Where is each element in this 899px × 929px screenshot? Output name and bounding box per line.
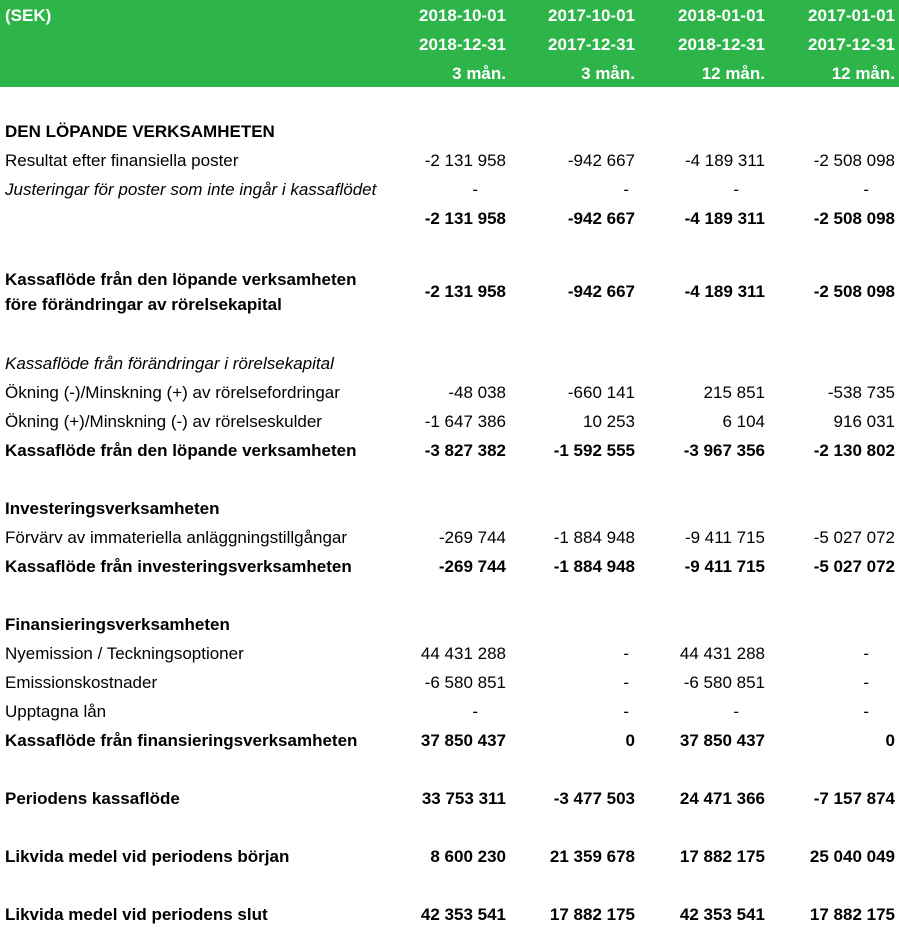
table-row-cash-begin: [0, 842, 899, 871]
col1-to-date: 2018-12-31: [419, 35, 506, 54]
table-row-cf-operating: [0, 436, 899, 465]
col1-from-date: 2018-10-01: [419, 6, 506, 25]
col3-period: 12 mån.: [701, 64, 765, 83]
col2-period: 3 mån.: [581, 64, 635, 83]
cell-col3: -4 189 311: [684, 209, 765, 228]
col1-period: 3 mån.: [452, 64, 506, 83]
table-row-cash-end: [0, 900, 899, 929]
cell-col2: -660 141: [567, 383, 635, 402]
row-label: Likvida medel vid periodens slut: [5, 905, 268, 924]
cell-col2: -942 667: [567, 282, 635, 301]
cell-col1: -269 744: [438, 528, 506, 547]
col2-from-date: 2017-10-01: [548, 6, 635, 25]
cell-col2: -1 592 555: [553, 441, 635, 460]
cell-col2: 10 253: [583, 412, 635, 431]
row-label: Kassaflöde från förändringar i rörelsekapital: [5, 354, 334, 373]
row-label: Resultat efter finansiella poster: [5, 151, 239, 170]
cell-col1: -2 131 958: [424, 209, 506, 228]
col4-from-date: 2017-01-01: [808, 6, 895, 25]
cell-col1: -1 647 386: [424, 412, 506, 431]
cell-col1: -: [472, 180, 478, 199]
cell-col4: -: [863, 702, 869, 721]
col4-period: 12 mån.: [831, 64, 895, 83]
cell-col3: 24 471 366: [679, 789, 765, 808]
row-label: Kassaflöde från finansieringsverksamheten: [5, 731, 358, 750]
currency-label: (SEK): [5, 6, 52, 25]
table-row-result-after-financial: [0, 146, 899, 175]
cell-col4: 17 882 175: [809, 905, 895, 924]
cell-col1: 8 600 230: [430, 847, 506, 866]
cell-col1: 33 753 311: [421, 789, 506, 808]
cell-col4: -: [863, 180, 869, 199]
table-row-loans: [0, 697, 899, 726]
section-heading-investing: [0, 494, 899, 523]
cell-col1: -48 038: [448, 383, 506, 402]
row-label: Kassaflöde från investeringsverksamheten: [5, 557, 352, 576]
table-row-liabilities: [0, 407, 899, 436]
cell-col1: -2 131 958: [424, 282, 506, 301]
cell-col3: -: [733, 702, 739, 721]
table-row-issue-costs: [0, 668, 899, 697]
cell-col4: -2 130 802: [813, 441, 895, 460]
section-heading-operating: [0, 117, 899, 146]
cell-col4: -5 027 072: [813, 557, 895, 576]
cell-col1: -3 827 382: [424, 441, 506, 460]
cell-col3: -9 411 715: [684, 557, 765, 576]
table-row-operating-subtotal: [0, 204, 899, 233]
table-row-intangibles: [0, 523, 899, 552]
row-label: Ökning (+)/Minskning (-) av rörelseskulder: [5, 412, 322, 431]
cell-col4: -: [863, 644, 869, 663]
cell-col2: -942 667: [567, 209, 635, 228]
table-row-receivables: [0, 378, 899, 407]
table-row-cf-investing: [0, 552, 899, 581]
cell-col2: -1 884 948: [553, 557, 635, 576]
cell-col2: 17 882 175: [549, 905, 635, 924]
cell-col1: -269 744: [438, 557, 506, 576]
cell-col4: -538 735: [827, 383, 895, 402]
row-label: Kassaflöde från den löpande verksamheten: [5, 441, 357, 460]
cell-col1: 44 431 288: [420, 644, 506, 663]
cell-col4: -2 508 098: [813, 282, 895, 301]
cell-col2: 0: [625, 731, 635, 750]
cell-col1: 42 353 541: [420, 905, 506, 924]
row-label: Kassaflöde från den löpande verksamheten före förändringar av rörelsekapital: [5, 270, 357, 314]
col3-from-date: 2018-01-01: [678, 6, 765, 25]
cell-col3: 37 850 437: [679, 731, 765, 750]
cell-col4: 0: [885, 731, 895, 750]
cell-col2: 21 359 678: [549, 847, 635, 866]
col4-to-date: 2017-12-31: [808, 35, 895, 54]
cell-col2: -: [623, 644, 629, 663]
col3-to-date: 2018-12-31: [678, 35, 765, 54]
cell-col4: 916 031: [833, 412, 895, 431]
row-label: Nyemission / Teckningsoptioner: [5, 644, 244, 663]
cell-col3: -3 967 356: [683, 441, 765, 460]
cell-col3: 44 431 288: [679, 644, 765, 663]
row-label: Justeringar för poster som inte ingår i kassaflödet: [5, 180, 377, 199]
cell-col3: -6 580 851: [683, 673, 765, 692]
cell-col1: 37 850 437: [420, 731, 506, 750]
cell-col1: -: [472, 702, 478, 721]
cell-col4: -2 508 098: [813, 209, 895, 228]
row-label: Ökning (-)/Minskning (+) av rörelsefordringar: [5, 383, 340, 402]
cell-col3: 6 104: [722, 412, 765, 431]
row-label: DEN LÖPANDE VERKSAMHETEN: [5, 122, 275, 141]
table-row-cf-before-working-capital: [0, 266, 899, 318]
section-heading-financing: [0, 610, 899, 639]
cell-col4: -: [863, 673, 869, 692]
cell-col4: 25 040 049: [809, 847, 895, 866]
cell-col4: -7 157 874: [813, 789, 895, 808]
row-label: Upptagna lån: [5, 702, 107, 721]
cell-col4: -2 508 098: [813, 151, 895, 170]
table-header: [0, 0, 899, 87]
row-label: Likvida medel vid periodens början: [5, 847, 290, 866]
cell-col2: -: [623, 702, 629, 721]
cell-col2: -: [623, 673, 629, 692]
cell-col3: 42 353 541: [679, 905, 765, 924]
table-row-adjustments: [0, 175, 899, 204]
cell-col4: -5 027 072: [813, 528, 895, 547]
cell-col3: -4 189 311: [684, 282, 765, 301]
row-label: Förvärv av immateriella anläggningstillgångar: [5, 528, 348, 547]
cell-col1: -2 131 958: [424, 151, 506, 170]
cell-col1: -6 580 851: [424, 673, 506, 692]
cell-col3: -4 189 311: [684, 151, 765, 170]
row-label: Investeringsverksamheten: [5, 499, 220, 518]
row-label: Periodens kassaflöde: [5, 789, 180, 808]
cell-col2: -1 884 948: [553, 528, 635, 547]
table-row-cf-financing: [0, 726, 899, 755]
table-row-new-issue: [0, 639, 899, 668]
cell-col3: -: [733, 180, 739, 199]
cell-col3: -9 411 715: [684, 528, 765, 547]
table-row-period-cashflow: [0, 784, 899, 813]
cell-col2: -942 667: [567, 151, 635, 170]
col2-to-date: 2017-12-31: [548, 35, 635, 54]
row-label: Emissionskostnader: [5, 673, 158, 692]
cell-col2: -: [623, 180, 629, 199]
subsection-heading-working-capital: [0, 349, 899, 378]
cell-col3: 215 851: [703, 383, 765, 402]
cell-col2: -3 477 503: [553, 789, 635, 808]
cell-col3: 17 882 175: [679, 847, 765, 866]
row-label: Finansieringsverksamheten: [5, 615, 230, 634]
